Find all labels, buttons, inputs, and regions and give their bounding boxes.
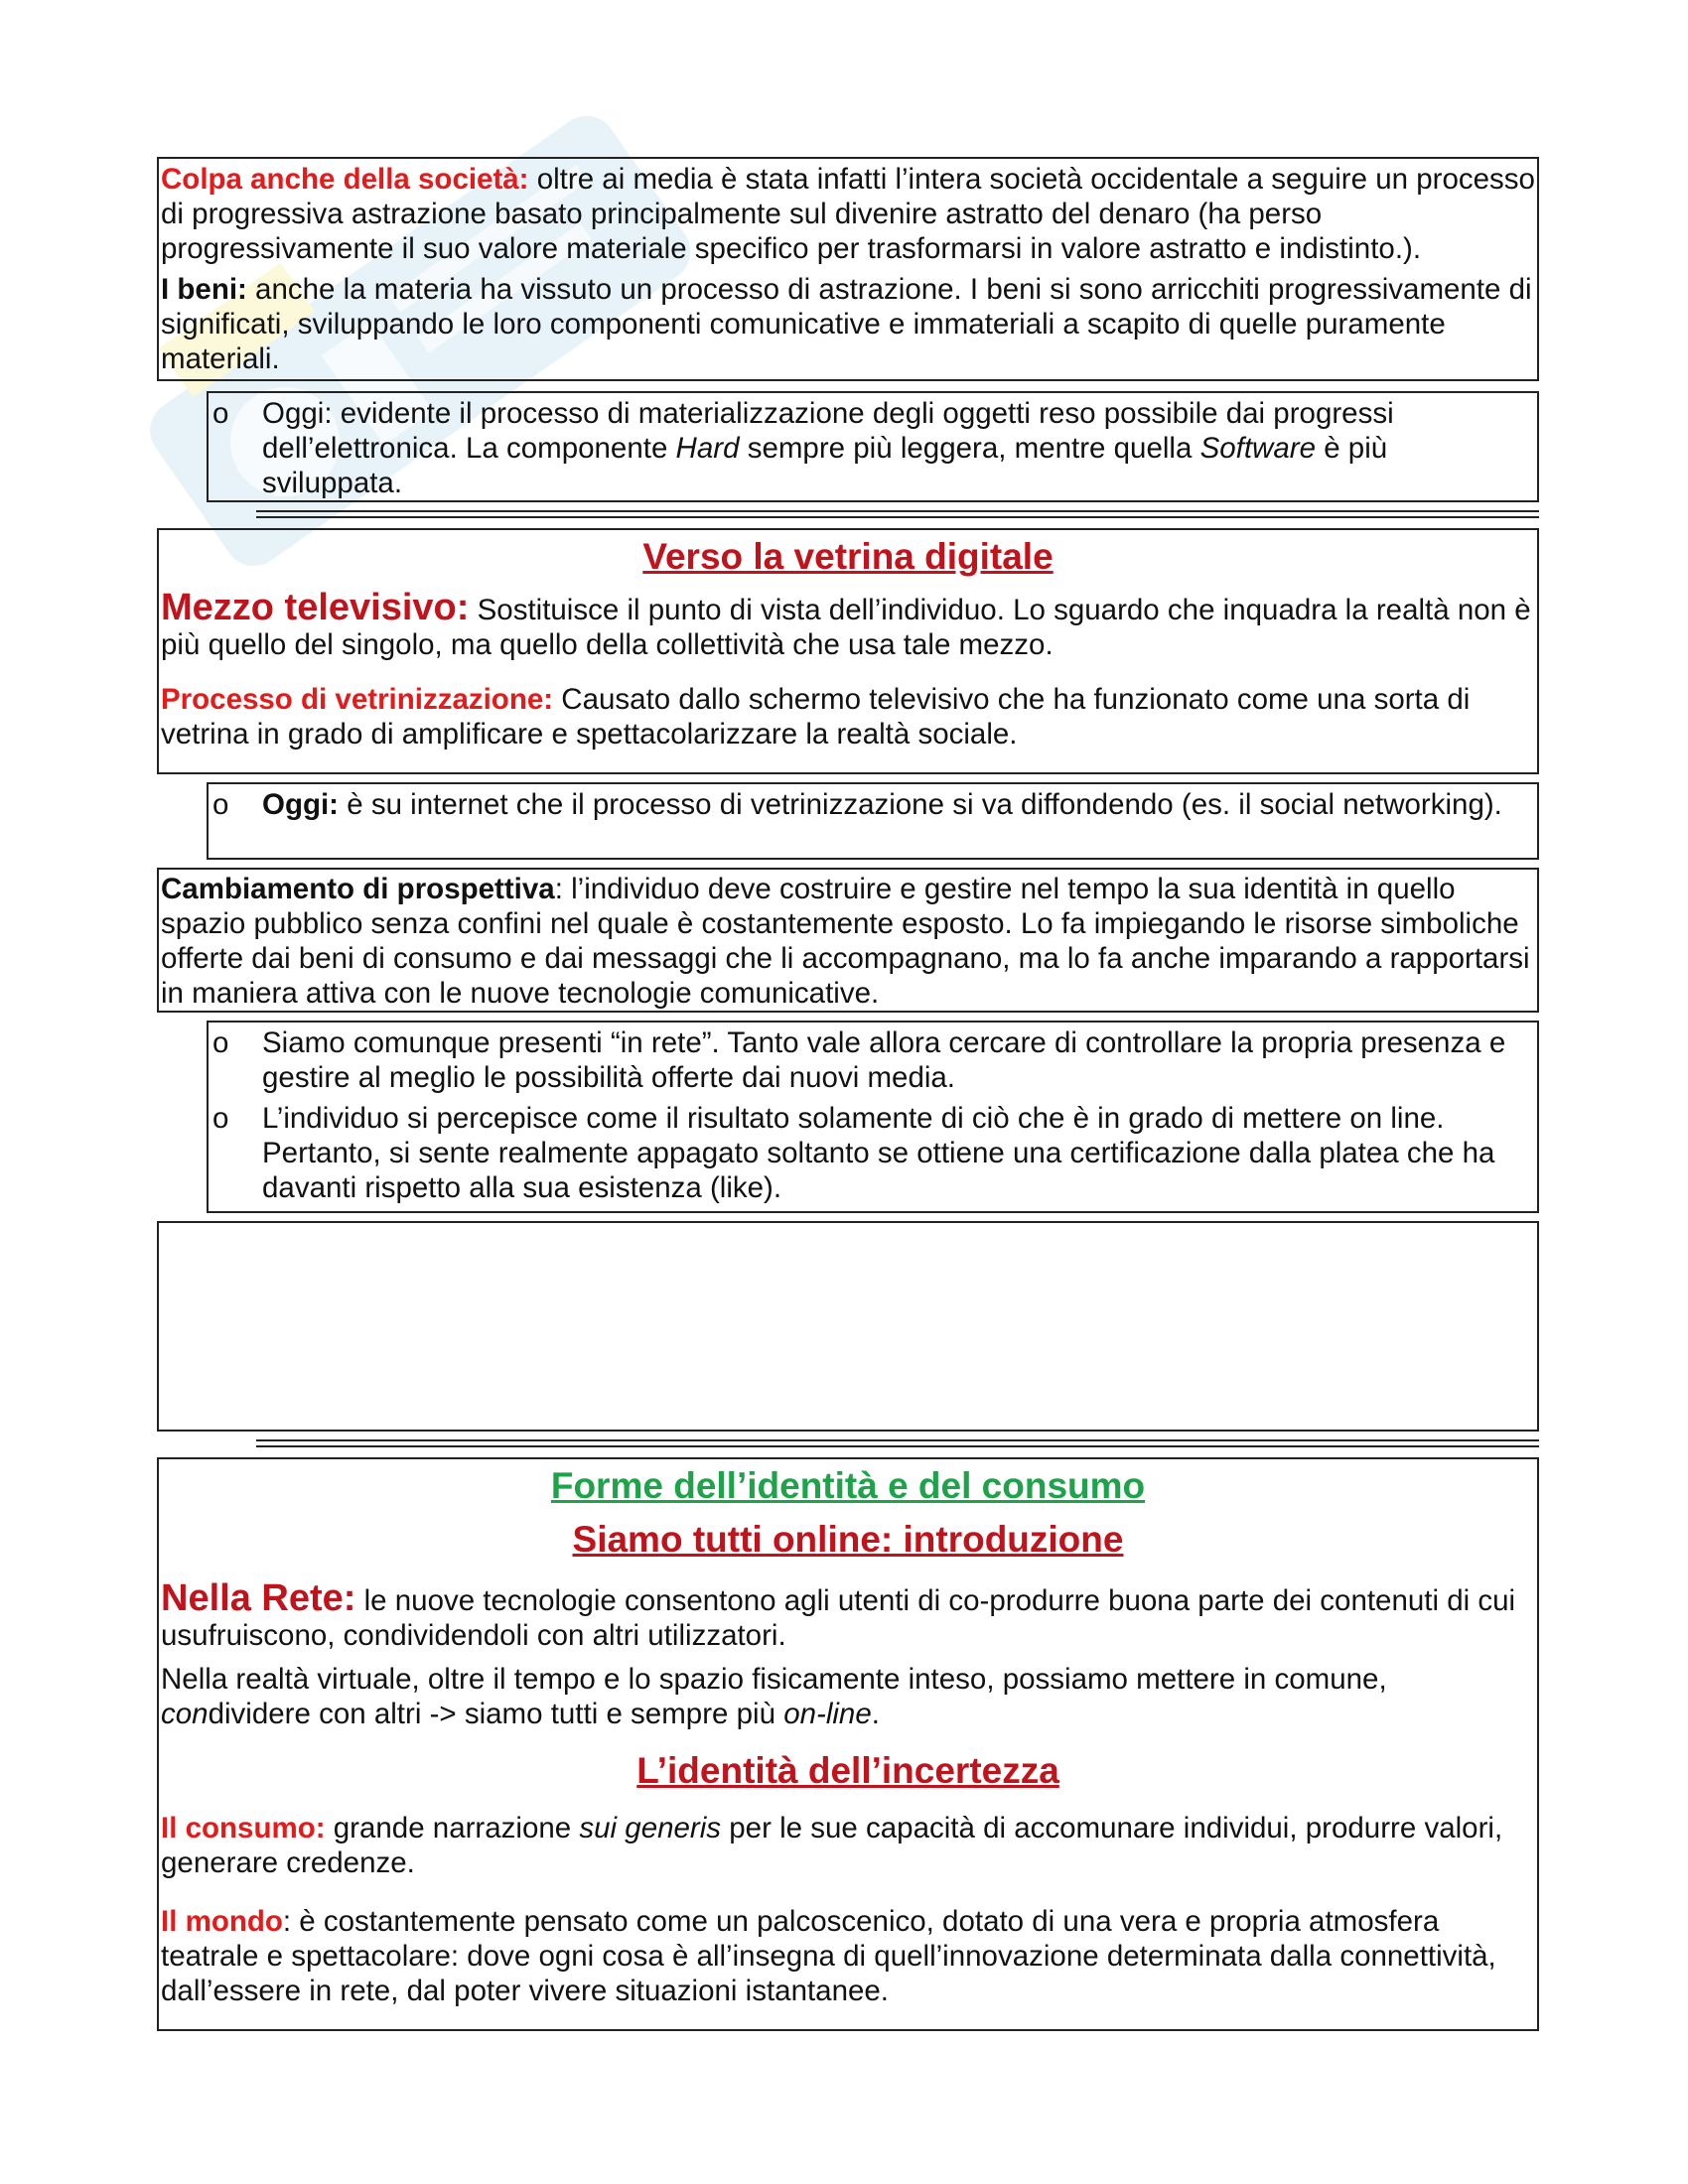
section-title-vetrina: Verso la vetrina digitale	[642, 536, 1054, 577]
paragraph-consumo	[161, 1811, 1535, 1880]
block-forme-identita	[157, 1457, 1539, 2031]
block-vetrina-digitale	[157, 528, 1539, 774]
paragraph-cambiamento	[161, 872, 1535, 1011]
double-rule-divider	[256, 510, 1539, 518]
section-title-siamo-online: Siamo tutti online: introduzione	[572, 1519, 1124, 1560]
paragraph-mezzo	[161, 587, 1535, 662]
bullet-marker: o	[212, 1026, 229, 1059]
paragraph-processo	[161, 682, 1535, 751]
text-item: L’individuo si percepisce come il risultato solamente di ciò che è in grado di mettere on line. Pertanto, si sente realmente appagato soltanto se ottiene una certificazione dalla platea che ha davanti rispetto alla sua esistenza (like).	[262, 1102, 1495, 1204]
text-sui-generis: sui generis	[579, 1812, 722, 1844]
text-con: con	[161, 1698, 209, 1730]
text-mondo: : è costantemente pensato come un palcoscenico, dotato di una vera e propria atmosfera teatrale e spettacolare: dove ogni cosa è all’insegna di quell’innovazione determinata dalla connettività, dall’essere in rete, dal poter vivere situazioni istantanee.	[161, 1905, 1496, 2007]
label-mondo: Il mondo	[161, 1905, 283, 1938]
text-hard: Hard	[675, 432, 740, 465]
text-processo: Causato dallo schermo televisivo che ha funzionato come una sorta di vetrina in grado di amplificare e spettacolarizzare la realtà sociale.	[161, 683, 1471, 751]
list-item	[211, 396, 1535, 500]
text-part: grande narrazione	[325, 1812, 580, 1844]
label-consumo: Il consumo:	[161, 1812, 326, 1844]
bullet-marker: o	[212, 1102, 229, 1135]
paragraph-beni	[161, 272, 1535, 376]
paragraph-rete	[161, 1577, 1535, 1653]
double-rule-divider	[256, 1439, 1539, 1447]
text-cambiamento: : l’individuo deve costruire e gestire nel tempo la sua identità in quello spazio pubblico senza confini nel quale è costantemente esposto. Lo fa impiegando le risorse simboliche offerte dai beni di consumo e dai messaggi che li accompagnano, ma lo fa anche imparando a rapportarsi in maniera attiva con le nuove tecnologie comunicative.	[161, 873, 1530, 1010]
label-beni: I beni:	[161, 273, 247, 306]
label-rete: Nella Rete:	[161, 1577, 356, 1619]
block-cambiamento-prospettiva	[157, 868, 1539, 1013]
bullet-marker: o	[212, 788, 229, 821]
bullet-box-oggi-internet	[207, 782, 1539, 860]
empty-box	[157, 1221, 1539, 1432]
list-item	[211, 1101, 1535, 1205]
text-oggi: è su internet che il processo di vetrinizzazione si va diffondendo (es. il social networking).	[339, 788, 1502, 821]
text-software: Software	[1199, 432, 1316, 465]
bullet-box-oggi-materializzazione	[207, 391, 1539, 502]
text-mezzo: Sostituisce il punto di vista dell’individuo. Lo sguardo che inquadra la realtà non è più quello del singolo, ma quello della collettività che usa tale mezzo.	[161, 594, 1531, 661]
text-rete: le nuove tecnologie consentono agli utenti di co-produrre buona parte dei contenuti di cui usufruiscono, condividendoli con altri utilizzatori.	[161, 1584, 1516, 1652]
text-online: on-line	[783, 1698, 872, 1730]
list-item	[211, 1025, 1535, 1095]
text-part: dividere con altri -> siamo tutti e sempre più	[208, 1698, 784, 1730]
text-part: è più sviluppata.	[262, 432, 1388, 499]
bullet-marker: o	[212, 397, 229, 430]
section-title-forme: Forme dell’identità e del consumo	[550, 1465, 1146, 1506]
text-part: per le sue capacità di accomunare individui, produrre valori, generare credenze.	[161, 1812, 1503, 1879]
label-oggi: Oggi:	[262, 788, 340, 821]
label-processo: Processo di vetrinizzazione:	[161, 683, 554, 716]
paragraph-mondo	[161, 1904, 1535, 2008]
text-beni: anche la materia ha vissuto un processo di astrazione. I beni si sono arricchiti progressivamente di significati, sviluppando le loro componenti comunicative e immateriali a scapito di quelle puramente materiali.	[161, 273, 1532, 375]
block-colpa-societa	[157, 157, 1539, 381]
paragraph-colpa	[161, 162, 1535, 266]
bullet-box-in-rete	[207, 1021, 1539, 1213]
text-part: Nella realtà virtuale, oltre il tempo e lo spazio fisicamente inteso, possiamo mettere in comune,	[161, 1663, 1387, 1696]
text-part: sempre più leggera, mentre quella	[739, 432, 1200, 465]
text-part: Oggi: evidente il processo di materializzazione degli oggetti reso possibile dai progressi dell’elettronica. La componente	[262, 397, 1394, 465]
text-part: .	[871, 1698, 880, 1730]
text-colpa: oltre ai media è stata infatti l’intera società occidentale a seguire un processo di progressiva astrazione basato principalmente sul divenire astratto del denaro (ha perso progressivamente il suo valore materiale specifico per trasformarsi in valore astratto e indistinto.).	[161, 163, 1535, 265]
text-item: Siamo comunque presenti “in rete”. Tanto vale allora cercare di controllare la propria presenza e gestire al meglio le possibilità offerte dai nuovi media.	[262, 1026, 1506, 1094]
section-title-identita-incertezza: L’identità dell’incertezza	[636, 1750, 1059, 1791]
list-item	[211, 787, 1535, 822]
paragraph-realta-virtuale	[161, 1662, 1535, 1731]
label-cambiamento: Cambiamento di prospettiva	[161, 873, 555, 905]
label-colpa: Colpa anche della società:	[161, 163, 529, 196]
label-mezzo: Mezzo televisivo:	[161, 587, 470, 628]
